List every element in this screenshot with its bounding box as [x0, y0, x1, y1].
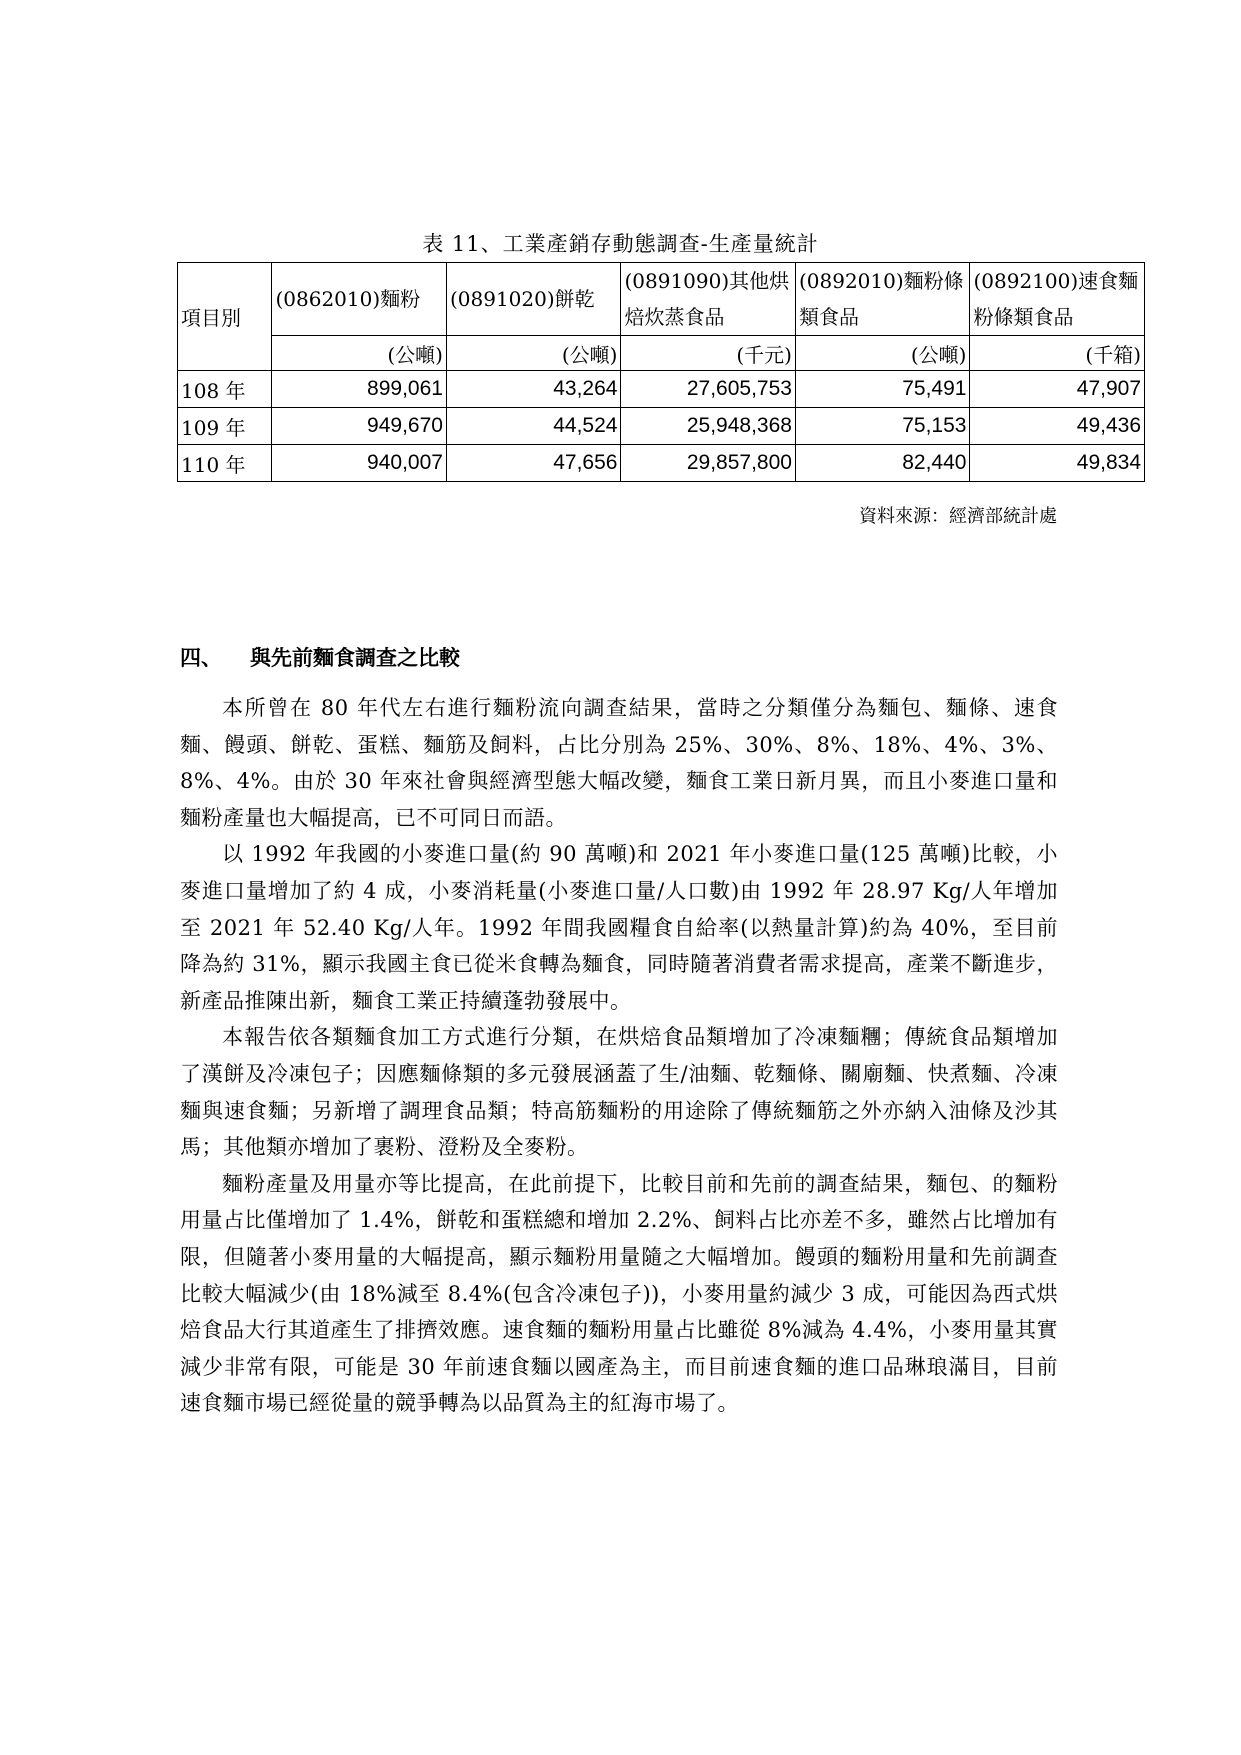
value-cell: 940,007 [272, 445, 447, 482]
value-cell: 49,834 [970, 445, 1145, 482]
section-title: 與先前麵食調查之比較 [250, 645, 460, 670]
table-row [178, 408, 1145, 445]
year-cell: 108 年 [178, 371, 272, 408]
section-body [180, 690, 1058, 1422]
column-header-other-baked: (0891090)其他烘焙炊蒸食品 [621, 263, 796, 336]
column-header-noodles: (0892010)麵粉條類食品 [795, 263, 970, 336]
table-unit-row [178, 336, 1145, 371]
value-cell: 29,857,800 [621, 445, 796, 482]
value-cell: 44,524 [446, 408, 621, 445]
unit-instant-noodles: (千箱) [970, 336, 1145, 371]
value-cell: 47,656 [446, 445, 621, 482]
paragraph: 以 1992 年我國的小麥進口量(約 90 萬噸)和 2021 年小麥進口量(125 萬噸)比較，小麥進口量增加了約 4 成，小麥消耗量(小麥進口量/人口數)由 1992 年 28.97 Kg/人年增加至 2021 年 52.40 Kg/人年。1992 年間我國糧食自給率(以熱量計算)約為 40%，至目前降為約 31%，顯示我國主食已從米食轉為麵食，同時隨著消費者需求提高，產業不斷進步，新產品推陳出新，麵食工業正持續蓬勃發展中。 [180, 842, 1058, 1013]
value-cell: 82,440 [795, 445, 970, 482]
table-header-row [178, 263, 1145, 336]
table-row [178, 371, 1145, 408]
value-cell: 75,153 [795, 408, 970, 445]
production-statistics-table [177, 262, 1145, 482]
paragraph: 本報告依各類麵食加工方式進行分類，在烘焙食品類增加了冷凍麵糰；傳統食品類增加了漢餅及冷凍包子；因應麵條類的多元發展涵蓋了生/油麵、乾麵條、關廟麵、快煮麵、冷凍麵與速食麵；另新增了調理食品類；特高筋麵粉的用途除了傳統麵筋之外亦納入油條及沙其馬；其他類亦增加了裹粉、澄粉及全麥粉。 [180, 1025, 1058, 1160]
value-cell: 49,436 [970, 408, 1145, 445]
data-source-note: 資料來源：經濟部統計處 [859, 506, 1057, 527]
year-cell: 110 年 [178, 445, 272, 482]
unit-flour: (公噸) [272, 336, 447, 371]
value-cell: 899,061 [272, 371, 447, 408]
column-header-instant-noodles: (0892100)速食麵粉條類食品 [970, 263, 1145, 336]
year-cell: 109 年 [178, 408, 272, 445]
paragraph: 本所曾在 80 年代左右進行麵粉流向調查結果，當時之分類僅分為麵包、麵條、速食麵、饅頭、餅乾、蛋糕、麵筋及飼料，占比分別為 25%、30%、8%、18%、4%、3%、8%、4%。由於 30 年來社會與經濟型態大幅改變，麵食工業日新月異，而且小麥進口量和麵粉產量也大幅提高，已不可同日而語。 [180, 696, 1058, 830]
unit-biscuits: (公噸) [446, 336, 621, 371]
value-cell: 43,264 [446, 371, 621, 408]
section-number: 四、 [180, 645, 222, 670]
table-caption: 表 11、工業產銷存動態調查-生產量統計 [422, 232, 819, 256]
column-header-biscuits: (0891020)餅乾 [446, 263, 621, 336]
unit-other-baked: (千元) [621, 336, 796, 371]
value-cell: 47,907 [970, 371, 1145, 408]
value-cell: 75,491 [795, 371, 970, 408]
unit-noodles: (公噸) [795, 336, 970, 371]
value-cell: 949,670 [272, 408, 447, 445]
value-cell: 27,605,753 [621, 371, 796, 408]
paragraph: 麵粉產量及用量亦等比提高，在此前提下，比較目前和先前的調查結果，麵包、的麵粉用量占比僅增加了 1.4%，餅乾和蛋糕總和增加 2.2%、飼料占比亦差不多，雖然占比增加有限，但隨著小麥用量的大幅提高，顯示麵粉用量隨之大幅增加。饅頭的麵粉用量和先前調查比較大幅減少(由 18%減至 8.4%(包含冷凍包子))，小麥用量約減少 3 成，可能因為西式烘焙食品大行其道產生了排擠效應。速食麵的麵粉用量占比雖從 8%減為 4.4%，小麥用量其實減少非常有限，可能是 30 年前速食麵以國產為主，而目前速食麵的進口品琳琅滿目，目前速食麵市場已經從量的競爭轉為以品質為主的紅海市場了。 [180, 1171, 1059, 1416]
value-cell: 25,948,368 [621, 408, 796, 445]
table-row [178, 445, 1145, 482]
column-header-flour: (0862010)麵粉 [272, 263, 447, 336]
section-heading [180, 642, 460, 672]
row-header-label: 項目別 [178, 263, 272, 371]
